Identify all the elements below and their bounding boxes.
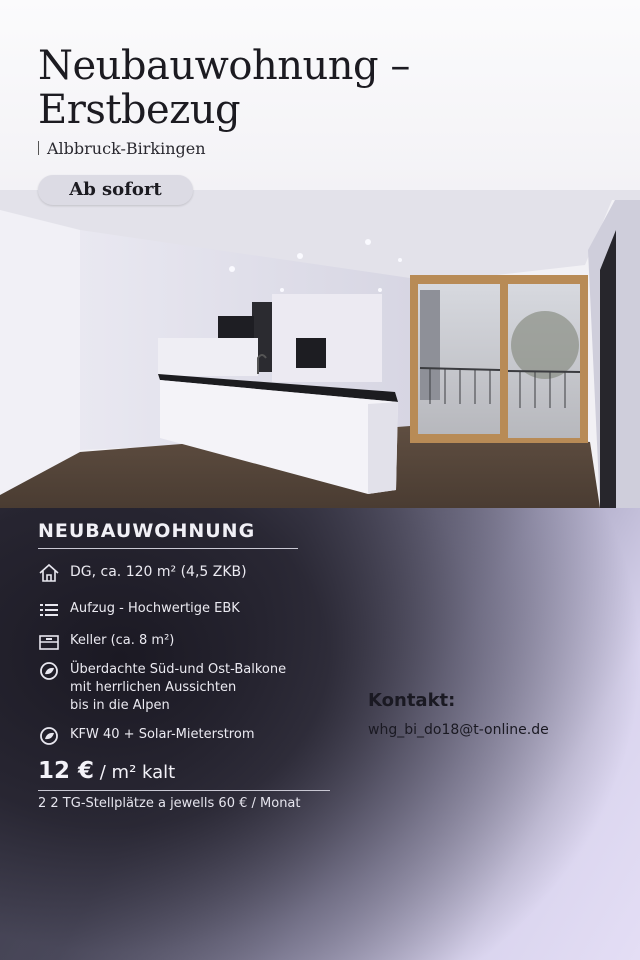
price-unit: / m² kalt xyxy=(94,762,176,783)
price-value: 12 € xyxy=(38,758,95,784)
parking-info: 2 2 TG-Stellplätze a jewells 60 € / Monat xyxy=(38,796,301,811)
page-title xyxy=(38,44,598,132)
feature-line: mit herrlichen Aussichten xyxy=(70,680,237,695)
feature-text-multiline xyxy=(70,661,286,715)
contact-email[interactable]: whg_bi_do18@t-online.de xyxy=(368,722,549,738)
section-heading: NEUBAUWOHNUNG xyxy=(38,520,256,542)
kitchen-living-room-photo xyxy=(0,190,640,508)
feature-text: DG, ca. 120 m² (4,5 ZKB) xyxy=(70,564,247,580)
house-icon xyxy=(38,563,60,583)
feature-text: KFW 40 + Solar-Mieterstrom xyxy=(70,727,255,742)
feature-line: Überdachte Süd-und Ost-Balkone xyxy=(70,662,287,677)
header xyxy=(0,0,640,190)
divider xyxy=(38,141,39,155)
feature-line: bis in die Alpen xyxy=(70,698,170,713)
feature-text: Keller (ca. 8 m²) xyxy=(70,633,175,648)
storage-box-icon xyxy=(38,632,60,652)
info-panel xyxy=(0,508,640,960)
divider xyxy=(38,548,298,549)
sun-leaf-icon xyxy=(38,661,60,681)
availability-badge: Ab sofort xyxy=(38,175,193,205)
location-text: Albbruck-Birkingen xyxy=(47,139,206,158)
contact-label: Kontakt: xyxy=(368,690,456,711)
sun-leaf-icon xyxy=(38,726,60,746)
location xyxy=(38,139,206,158)
title-line-1: Neubauwohnung – xyxy=(38,43,410,89)
price xyxy=(38,758,175,784)
list-icon xyxy=(38,600,60,620)
feature-text: Aufzug - Hochwertige EBK xyxy=(70,601,240,616)
divider xyxy=(38,790,330,791)
title-line-2: Erstbezug xyxy=(38,87,241,133)
